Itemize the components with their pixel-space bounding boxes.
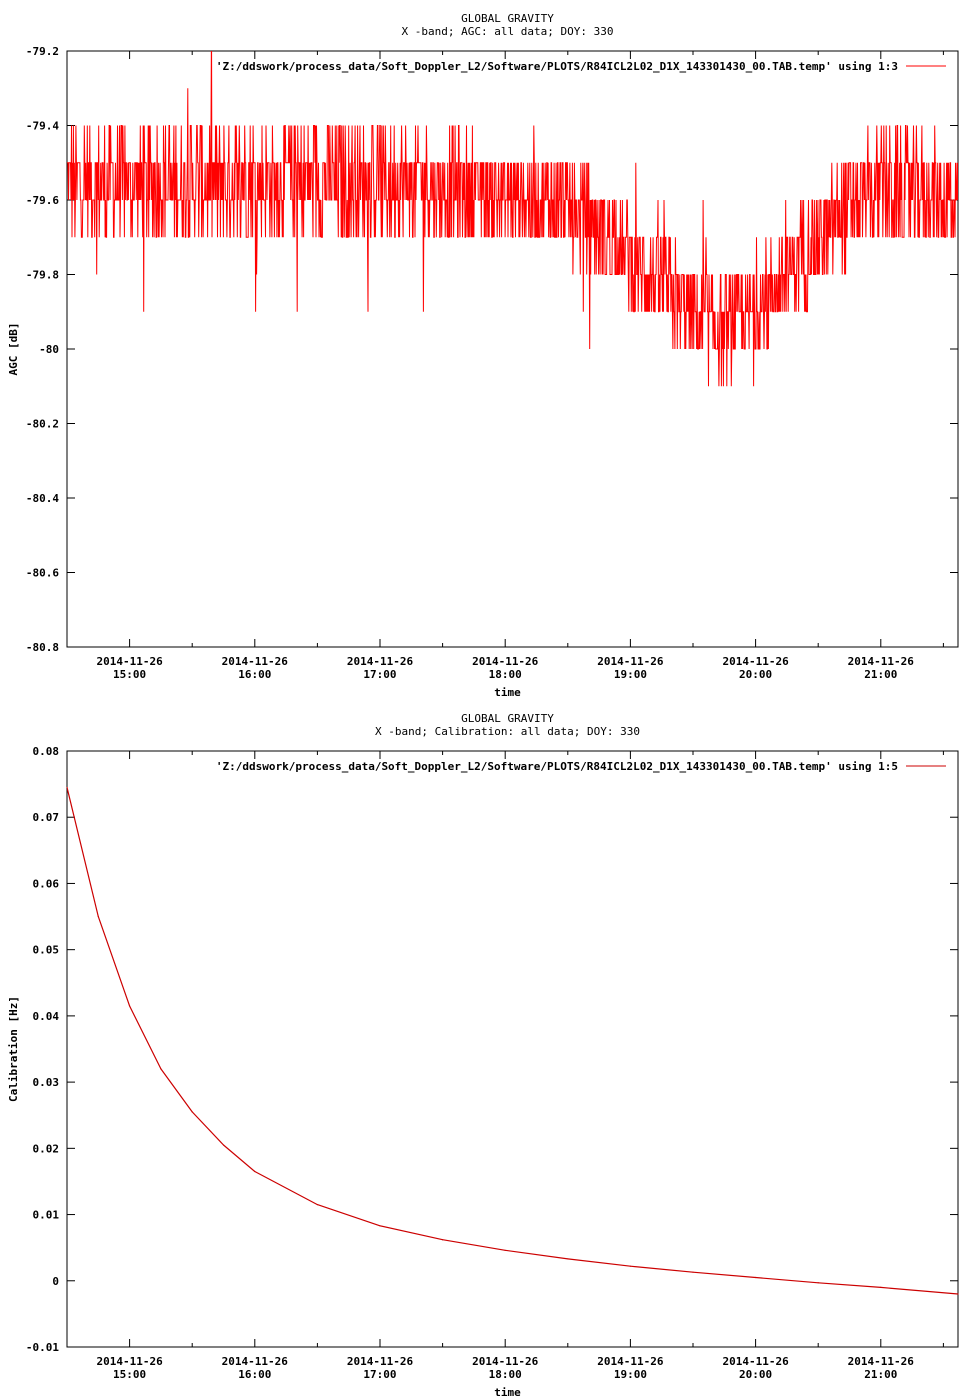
x-tick-label-date: 2014-11-26 bbox=[346, 1355, 414, 1368]
y-tick-label: -80.2 bbox=[25, 417, 59, 431]
plot-frame bbox=[67, 51, 958, 647]
x-tick-label-date: 2014-11-26 bbox=[221, 1355, 288, 1368]
series-point bbox=[129, 1005, 130, 1006]
series-point bbox=[567, 1258, 568, 1259]
x-tick-label-date: 2014-11-26 bbox=[96, 1355, 163, 1368]
y-axis-label: AGC [dB] bbox=[7, 322, 20, 376]
y-tick-label: 0 bbox=[52, 1274, 59, 1288]
series-point bbox=[957, 1293, 958, 1294]
y-tick-label: 0.05 bbox=[32, 943, 59, 957]
x-tick-label-date: 2014-11-26 bbox=[346, 655, 414, 668]
plot-frame bbox=[67, 751, 958, 1347]
y-axis-label: Calibration [Hz] bbox=[7, 996, 20, 1102]
y-tick-label: 0.03 bbox=[32, 1076, 59, 1090]
y-tick-label: -79.4 bbox=[25, 119, 59, 133]
chart-title: GLOBAL GRAVITY bbox=[461, 712, 554, 725]
y-tick-label: -79.8 bbox=[25, 268, 59, 282]
series-point bbox=[98, 916, 99, 917]
series-point bbox=[692, 1272, 693, 1273]
series-point bbox=[66, 787, 67, 788]
y-tick-label: -79.6 bbox=[25, 194, 59, 207]
x-tick-label-time: 20:00 bbox=[739, 668, 773, 681]
y-tick-label: -80.6 bbox=[25, 566, 59, 580]
x-tick-label-time: 19:00 bbox=[613, 1368, 647, 1381]
y-tick-label: 0.07 bbox=[32, 811, 59, 825]
x-tick-label-time: 15:00 bbox=[113, 1368, 147, 1381]
x-tick-label-date: 2014-11-26 bbox=[597, 1355, 664, 1368]
x-tick-label-date: 2014-11-26 bbox=[96, 655, 163, 668]
y-tick-label: -80.8 bbox=[25, 641, 59, 654]
series-point bbox=[630, 1266, 631, 1267]
series-calibration bbox=[67, 787, 958, 1294]
x-tick-label-date: 2014-11-26 bbox=[472, 1355, 539, 1368]
y-tick-label: -80.4 bbox=[25, 492, 59, 505]
x-tick-label-time: 18:00 bbox=[488, 1368, 522, 1381]
series-point bbox=[160, 1068, 161, 1069]
y-tick-label: -80 bbox=[39, 343, 59, 356]
x-tick-label-time: 20:00 bbox=[739, 1368, 773, 1381]
y-tick-label: 0.06 bbox=[32, 877, 59, 891]
x-axis-label: time bbox=[494, 1386, 521, 1399]
y-tick-label: 0.04 bbox=[32, 1009, 59, 1023]
x-tick-label-date: 2014-11-26 bbox=[847, 655, 914, 668]
chart-subtitle: X -band; AGC: all data; DOY: 330 bbox=[401, 25, 614, 38]
x-tick-label-time: 16:00 bbox=[238, 668, 272, 681]
legend-label: 'Z:/ddswork/process_data/Soft_Doppler_L2/Software/PLOTS/R84ICL2L02_D1X_143301430_00.TAB.temp' using 1:3 bbox=[215, 60, 898, 73]
x-tick-label-date: 2014-11-26 bbox=[847, 1355, 914, 1368]
legend-label: 'Z:/ddswork/process_data/Soft_Doppler_L2/Software/PLOTS/R84ICL2L02_D1X_143301430_00.TAB.temp' using 1:5 bbox=[215, 760, 898, 773]
x-tick-label-time: 15:00 bbox=[113, 668, 147, 681]
y-tick-label: 0.01 bbox=[32, 1208, 59, 1222]
x-tick-label-time: 21:00 bbox=[864, 1368, 898, 1381]
series-point bbox=[755, 1277, 756, 1278]
chart-subtitle: X -band; Calibration: all data; DOY: 330 bbox=[375, 725, 640, 738]
x-tick-label-time: 17:00 bbox=[363, 1368, 397, 1381]
series-point bbox=[223, 1144, 224, 1145]
x-tick-label-time: 18:00 bbox=[488, 668, 522, 681]
series-point bbox=[192, 1111, 193, 1112]
x-tick-label-time: 17:00 bbox=[363, 668, 397, 681]
chart-1 bbox=[7, 12, 958, 699]
series-point bbox=[442, 1239, 443, 1240]
chart-title: GLOBAL GRAVITY bbox=[461, 12, 554, 25]
y-tick-label: 0.08 bbox=[32, 745, 59, 758]
y-tick-label: -79.2 bbox=[25, 45, 59, 58]
x-tick-label-date: 2014-11-26 bbox=[221, 655, 288, 668]
chart-2 bbox=[7, 712, 959, 1399]
x-tick-label-date: 2014-11-26 bbox=[722, 1355, 789, 1368]
series-point bbox=[254, 1171, 255, 1172]
x-tick-label-date: 2014-11-26 bbox=[722, 655, 789, 668]
series-point bbox=[379, 1225, 380, 1226]
x-tick-label-time: 19:00 bbox=[613, 668, 647, 681]
y-tick-label: -0.01 bbox=[25, 1341, 59, 1354]
series-point bbox=[880, 1287, 881, 1288]
series-point bbox=[505, 1250, 506, 1251]
x-axis-label: time bbox=[494, 686, 521, 699]
y-tick-label: 0.02 bbox=[32, 1142, 59, 1156]
series-point bbox=[317, 1204, 318, 1205]
x-tick-label-date: 2014-11-26 bbox=[472, 655, 539, 668]
x-tick-label-time: 16:00 bbox=[238, 1368, 272, 1381]
series-point bbox=[818, 1282, 819, 1283]
x-tick-label-date: 2014-11-26 bbox=[597, 655, 664, 668]
x-tick-label-time: 21:00 bbox=[864, 668, 898, 681]
